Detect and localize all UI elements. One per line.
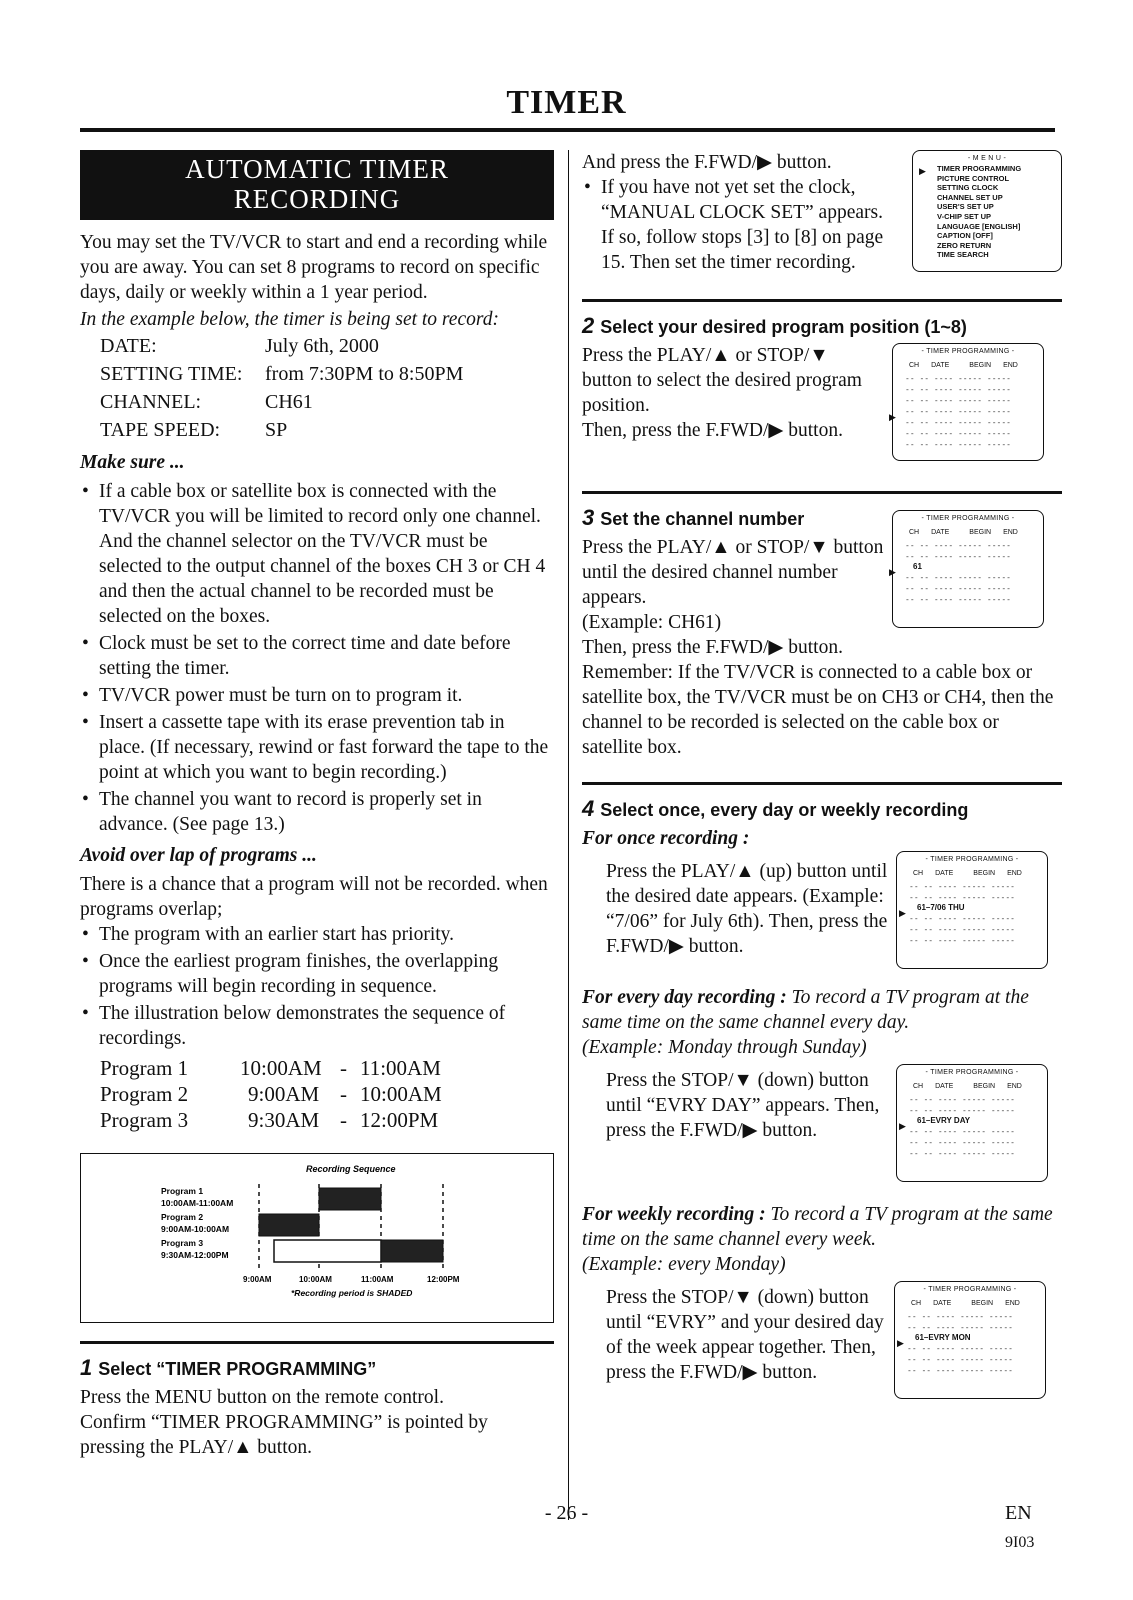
menu-item: V-CHIP SET UP xyxy=(937,211,992,221)
once-screen xyxy=(896,851,1048,969)
screen-header: - TIMER PROGRAMMING - xyxy=(921,348,1015,355)
example-value: from 7:30PM to 8:50PM xyxy=(265,363,464,385)
list-item: • The program with an earlier start has priority. xyxy=(80,922,554,947)
step-rule xyxy=(80,1341,554,1344)
weekly-text: Press the STOP/▼ (down) button until “EVRY” and your desired day of the week appear together. Then, press the F.FWD/▶ button. xyxy=(606,1287,884,1383)
date-value: 61–7/06 THU xyxy=(917,903,965,912)
list-item: • If you have not yet set the clock, “MANUAL CLOCK SET” appears. If so, follow stops [3] to [8] on page 15. Then set the timer recording. xyxy=(582,175,892,275)
col-begin: BEGIN xyxy=(969,529,992,536)
make-sure-heading: Make sure ... xyxy=(80,452,185,473)
seq-label-time: 10:00AM-11:00AM xyxy=(161,1198,234,1208)
example-value: July 6th, 2000 xyxy=(265,335,379,357)
everyday-row xyxy=(582,1060,1062,1182)
screen-placeholder-rows: -- -- ---- ----- ----- -- -- ---- ----- ----- xyxy=(905,541,1011,561)
step-3-text: (Example: CH61) xyxy=(582,612,722,633)
avoid-text: There is a chance that a program will not be recorded. when programs overlap; xyxy=(80,874,548,920)
step-2-text: Then, press the F.FWD/▶ button. xyxy=(582,420,843,441)
example-row xyxy=(100,360,463,388)
page-title: TIMER xyxy=(506,84,627,121)
everyday-text: Press the STOP/▼ (down) button until “EVRY DAY” appears. Then, press the F.FWD/▶ button. xyxy=(606,1070,880,1141)
program-start: 10:00AM xyxy=(240,1056,322,1080)
document-code: 9I03 xyxy=(1005,1534,1035,1551)
avoid-list xyxy=(80,922,554,1051)
col-begin: BEGIN xyxy=(969,362,992,369)
list-item: • Insert a cassette tape with its erase prevention tab in place. (If necessary, rewind or fast forward the tape to the point at which you want to begin recording.) xyxy=(80,710,554,785)
date-value: 61–EVRY DAY xyxy=(917,1116,971,1125)
menu-item: TIMER PROGRAMMING xyxy=(937,164,1022,173)
screen-header: - TIMER PROGRAMMING - xyxy=(925,1069,1019,1076)
column-divider xyxy=(568,150,569,1520)
menu-item: LANGUAGE [ENGLISH] xyxy=(937,221,1021,231)
col-date: DATE xyxy=(931,529,950,536)
step-2-text: Press the PLAY/▲ or STOP/▼ button to select the desired program position. xyxy=(582,345,862,416)
list-item: • Clock must be set to the correct time and date before setting the timer. xyxy=(80,631,554,681)
screen-placeholder-rows: -- -- ---- ----- ----- -- -- ---- ----- ----- xyxy=(909,1095,1015,1115)
example-table xyxy=(100,332,463,444)
col-ch: CH xyxy=(909,362,920,369)
weekly-row xyxy=(582,1277,1062,1399)
language-code: EN xyxy=(1005,1502,1032,1524)
step-3-text: Press the PLAY/▲ or STOP/▼ button until the desired channel number appears. xyxy=(582,537,884,608)
seq-label-time: 9:30AM-12:00PM xyxy=(161,1250,229,1260)
step-number: 3 xyxy=(582,505,595,530)
menu-item: PICTURE CONTROL xyxy=(937,173,1010,183)
everyday-desc: To record a TV program at the same time on the same channel every day. xyxy=(582,987,1029,1033)
step-1-text: Press the MENU button on the remote control. xyxy=(80,1387,444,1408)
col-begin: BEGIN xyxy=(973,1083,996,1090)
step-3-heading xyxy=(582,506,892,531)
once-heading: For once recording : xyxy=(582,828,750,849)
menu-screen xyxy=(912,150,1062,272)
channel-screen xyxy=(889,510,1044,628)
program-end: 10:00AM xyxy=(360,1082,442,1106)
program-end: 12:00PM xyxy=(360,1108,439,1132)
step-rule xyxy=(582,782,1062,785)
col-end: END xyxy=(1003,529,1018,536)
seq-label-time: 9:00AM-10:00AM xyxy=(161,1224,230,1234)
program-name: Program 3 xyxy=(100,1108,189,1132)
menu-item: CHANNEL SET UP xyxy=(937,192,1003,202)
col-end: END xyxy=(1005,1300,1020,1307)
right-column xyxy=(582,150,1062,1399)
screen-header: - TIMER PROGRAMMING - xyxy=(925,856,1019,863)
example-row xyxy=(100,388,463,416)
sequence-title: Recording Sequence xyxy=(306,1164,396,1174)
program-row: Program 1 10:00AM - 11:00AM xyxy=(100,1056,441,1080)
step-title: Select once, every day or weekly recording xyxy=(600,800,969,820)
menu-item: ZERO RETURN xyxy=(937,240,992,250)
tick-label: 9:00AM xyxy=(243,1275,272,1284)
screen-placeholder-rows: -- -- ---- ----- ----- -- -- ---- ----- ----- xyxy=(909,882,1015,902)
step-3-remember: Remember: If the TV/VCR is connected to a cable box or satellite box, the TV/VCR must be on CH3 or CH4, then the channel to be recorded is selected on the cable box or satellite box. xyxy=(582,662,1054,758)
sequence-svg xyxy=(81,1154,553,1322)
example-value: SP xyxy=(265,419,288,441)
col-date: DATE xyxy=(931,362,950,369)
weekly-screen xyxy=(894,1281,1046,1399)
date-value: 61–EVRY MON xyxy=(915,1333,971,1342)
banner-line-2: RECORDING xyxy=(233,184,401,214)
step-rule xyxy=(582,491,1062,494)
program-3-bar-shaded xyxy=(381,1240,443,1262)
example-intro: In the example below, the timer is being set to record: xyxy=(80,309,499,330)
continue-text: And press the F.FWD/▶ button. xyxy=(582,152,832,173)
screen-header: - TIMER PROGRAMMING - xyxy=(923,1286,1017,1293)
col-begin: BEGIN xyxy=(973,870,996,877)
step-1-text: Confirm “TIMER PROGRAMMING” is pointed by pressing the PLAY/▲ button. xyxy=(80,1412,488,1458)
everyday-heading: For every day recording : xyxy=(582,987,787,1008)
program-name: Program 1 xyxy=(100,1056,189,1080)
program-2-bar xyxy=(259,1214,319,1236)
program-name: Program 2 xyxy=(100,1082,189,1106)
screen-header: - TIMER PROGRAMMING - xyxy=(921,515,1015,522)
screen-placeholder-rows: -- -- ---- ----- ----- -- -- ---- ----- ----- xyxy=(907,1312,1013,1332)
once-row xyxy=(582,851,1062,969)
menu-item: USER'S SET UP xyxy=(937,202,994,212)
step-title: Set the channel number xyxy=(600,509,805,529)
program-start: 9:30AM xyxy=(248,1108,320,1132)
left-column xyxy=(80,150,554,1460)
weekly-example: (Example: every Monday) xyxy=(582,1254,786,1275)
example-label: CHANNEL: xyxy=(100,391,202,413)
col-ch: CH xyxy=(913,1083,924,1090)
screen-placeholder-rows: -- -- ---- ----- ----- -- -- ---- ----- ----- -- -- ---- ----- ----- xyxy=(909,914,1015,945)
intro-text: You may set the TV/VCR to start and end a recording while you are away. You can set 8 programs to record on specific days, daily or weekly within a 1 year period. xyxy=(80,232,548,303)
section-banner xyxy=(80,150,554,220)
program-3-bar-unshaded xyxy=(274,1240,381,1262)
sequence-note: *Recording period is SHADED xyxy=(291,1288,413,1298)
once-text: Press the PLAY/▲ (up) button until the desired date appears. (Example: “7/06” for July 6th). Then, press the F.FWD/▶ button. xyxy=(606,861,888,957)
make-sure-list xyxy=(80,479,554,837)
banner-line-1: AUTOMATIC TIMER xyxy=(185,154,449,184)
everyday-screen xyxy=(896,1064,1048,1182)
pointer-icon: ▶ xyxy=(899,908,906,918)
step-2-heading xyxy=(582,314,1062,339)
col-date: DATE xyxy=(935,870,954,877)
pointer-icon: ▶ xyxy=(889,567,896,577)
example-row xyxy=(100,332,463,360)
list-item: • If a cable box or satellite box is connected with the TV/VCR you will be limited to record only one channel. And the channel selector on the TV/VCR must be selected to the output channel of the boxes CH 3 or CH 4 and then the actual channel to be recorded must be selected on the boxes. xyxy=(80,479,554,629)
tick-label: 11:00AM xyxy=(361,1275,394,1284)
col-begin: BEGIN xyxy=(971,1300,994,1307)
col-date: DATE xyxy=(933,1300,952,1307)
pointer-icon: ▶ xyxy=(899,1121,906,1131)
tick-label: 10:00AM xyxy=(299,1275,332,1284)
timer-programming-screen xyxy=(889,343,1044,461)
pointer-icon: ▶ xyxy=(897,1338,904,1348)
seq-label-name: Program 1 xyxy=(161,1186,204,1196)
program-end: 11:00AM xyxy=(360,1056,441,1080)
col-ch: CH xyxy=(909,529,920,536)
menu-item: TIME SEARCH xyxy=(937,250,989,260)
col-end: END xyxy=(1007,870,1022,877)
step-2-row xyxy=(582,343,1062,461)
seq-label-name: Program 3 xyxy=(161,1238,204,1248)
step-rule xyxy=(582,299,1062,302)
page-number: - 26 - xyxy=(544,1502,589,1524)
avoid-heading: Avoid over lap of programs ... xyxy=(80,845,317,866)
tick-label: 12:00PM xyxy=(427,1275,460,1284)
step-4-heading xyxy=(582,797,1062,822)
col-date: DATE xyxy=(935,1083,954,1090)
pointer-icon: ▶ xyxy=(919,166,926,176)
weekly-desc: To record a TV program at the same time on the same channel every week. xyxy=(582,1204,1053,1250)
program-1-bar xyxy=(319,1188,381,1210)
channel-value: 61 xyxy=(913,562,922,571)
list-item: • The channel you want to record is properly set in advance. (See page 13.) xyxy=(80,787,554,837)
seq-label-name: Program 2 xyxy=(161,1212,204,1222)
menu-item: CAPTION [OFF] xyxy=(937,231,993,241)
recording-sequence-diagram xyxy=(80,1153,554,1323)
screen-placeholder-rows: -- -- ---- ----- ----- -- -- ---- ----- ----- -- -- ---- ----- ----- xyxy=(909,1127,1015,1158)
example-value: CH61 xyxy=(265,391,313,413)
step-number: 4 xyxy=(582,796,595,821)
screen-placeholder-rows: -- -- ---- ----- ----- -- -- ---- ----- ----- -- -- ---- ----- ----- xyxy=(905,573,1011,604)
example-row xyxy=(100,416,463,444)
example-label: DATE: xyxy=(100,335,157,357)
screen-header: - M E N U - xyxy=(967,155,1007,162)
program-start: 9:00AM xyxy=(248,1082,320,1106)
menu-item: SETTING CLOCK xyxy=(937,183,999,193)
col-end: END xyxy=(1007,1083,1022,1090)
step-title: Select your desired program position (1~8) xyxy=(600,317,967,337)
step-number: 2 xyxy=(582,313,595,338)
step-title: Select “TIMER PROGRAMMING” xyxy=(98,1359,377,1379)
col-ch: CH xyxy=(913,870,924,877)
title-rule xyxy=(80,128,1055,132)
program-row: Program 2 9:00AM - 10:00AM xyxy=(100,1082,442,1106)
list-item: • The illustration below demonstrates the sequence of recordings. xyxy=(80,1001,554,1051)
col-ch: CH xyxy=(911,1300,922,1307)
menu-row xyxy=(582,150,1062,277)
step-3-row xyxy=(582,506,1062,635)
step-1-heading xyxy=(80,1356,554,1381)
list-item: • Once the earliest program finishes, the overlapping programs will begin recording in sequence. xyxy=(80,949,554,999)
example-label: TAPE SPEED: xyxy=(100,419,221,441)
col-end: END xyxy=(1003,362,1018,369)
list-item: • TV/VCR power must be turn on to program it. xyxy=(80,683,554,708)
step-3-text: Then, press the F.FWD/▶ button. xyxy=(582,637,843,658)
pointer-icon: ▶ xyxy=(889,412,896,422)
program-table xyxy=(100,1055,442,1133)
everyday-example: (Example: Monday through Sunday) xyxy=(582,1037,867,1058)
screen-placeholder-rows: -- -- ---- ----- ----- -- -- ---- ----- ----- -- -- ---- ----- ----- xyxy=(907,1344,1013,1375)
step-number: 1 xyxy=(80,1355,93,1380)
screen-placeholder-rows: -- -- ---- ----- ----- -- -- ---- ----- ----- -- -- ---- ----- ----- -- -- ---- ----- ----- -- -- ---- ----- ----- -- -- ---- ----- ----- -- -- ---- ----- ----- xyxy=(905,374,1011,449)
weekly-heading: For weekly recording : xyxy=(582,1204,766,1225)
example-label: SETTING TIME: xyxy=(100,363,243,385)
program-row: Program 3 9:30AM - 12:00PM xyxy=(100,1107,442,1133)
